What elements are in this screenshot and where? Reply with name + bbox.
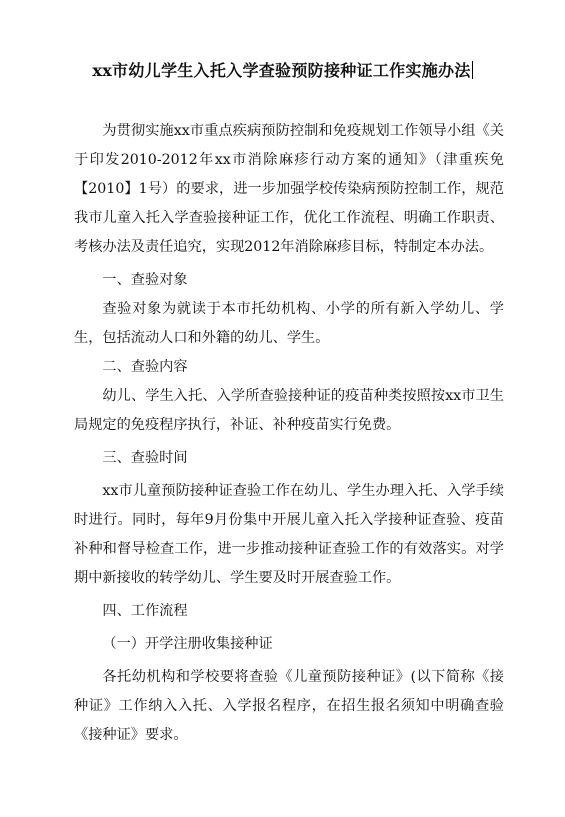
document-body (74, 117, 504, 750)
paragraph-inspection-content: 幼儿、学生入托、入学所查验接种证的疫苗种类按照按xx市卫生局规定的免疫程序执行，补证、补种疫苗实行免费。 (74, 388, 504, 433)
section-heading-inspection-content: 二、查验内容 (102, 359, 188, 375)
paragraph-registration: 各托幼机构和学校要将查验《儿童预防接种证》(以下简称《接种证》工作纳入入托、入学报名程序，在招生报名须知中明确查验《接种证》要求。 (74, 669, 504, 743)
subsection-heading-registration: （一）开学注册收集接种证 (102, 636, 273, 652)
intro-paragraph: 为贯彻实施xx市重点疾病预防控制和免疫规划工作领导小组《关于印发2010-2012年xx市消除麻疹行动方案的通知》（津重疾免【2010】1号）的要求，进一步加强学校传染病预防控制工作，规范我市儿童入托入学查验接种证工作，优化工作流程、明确工作职责、考核办法及责任追究，实现2012年消除麻疹目标，特制定本办法。 (74, 123, 504, 255)
section-heading-inspection-target: 一、查验对象 (102, 272, 188, 288)
document-title-line (0, 60, 565, 82)
paragraph-inspection-target: 查验对象为就读于本市托幼机构、小学的所有新入学幼儿、学生，包括流动人口和外籍的幼儿、学生。 (74, 301, 504, 346)
document-title: xx市幼儿学生入托入学查验预防接种证工作实施办法 (92, 61, 471, 80)
text-cursor (472, 61, 473, 79)
section-heading-workflow: 四、工作流程 (102, 603, 188, 619)
paragraph-inspection-time: xx市儿童预防接种证查验工作在幼儿、学生办理入托、入学手续时进行。同时，每年9月份集中开展儿童入托入学接种证查验、疫苗补种和督导检查工作，进一步推动接种证查验工作的有效落实。对学期中新接收的转学幼儿、学生要及时开展查验工作。 (74, 483, 504, 586)
section-heading-inspection-time: 三、查验时间 (102, 450, 188, 466)
